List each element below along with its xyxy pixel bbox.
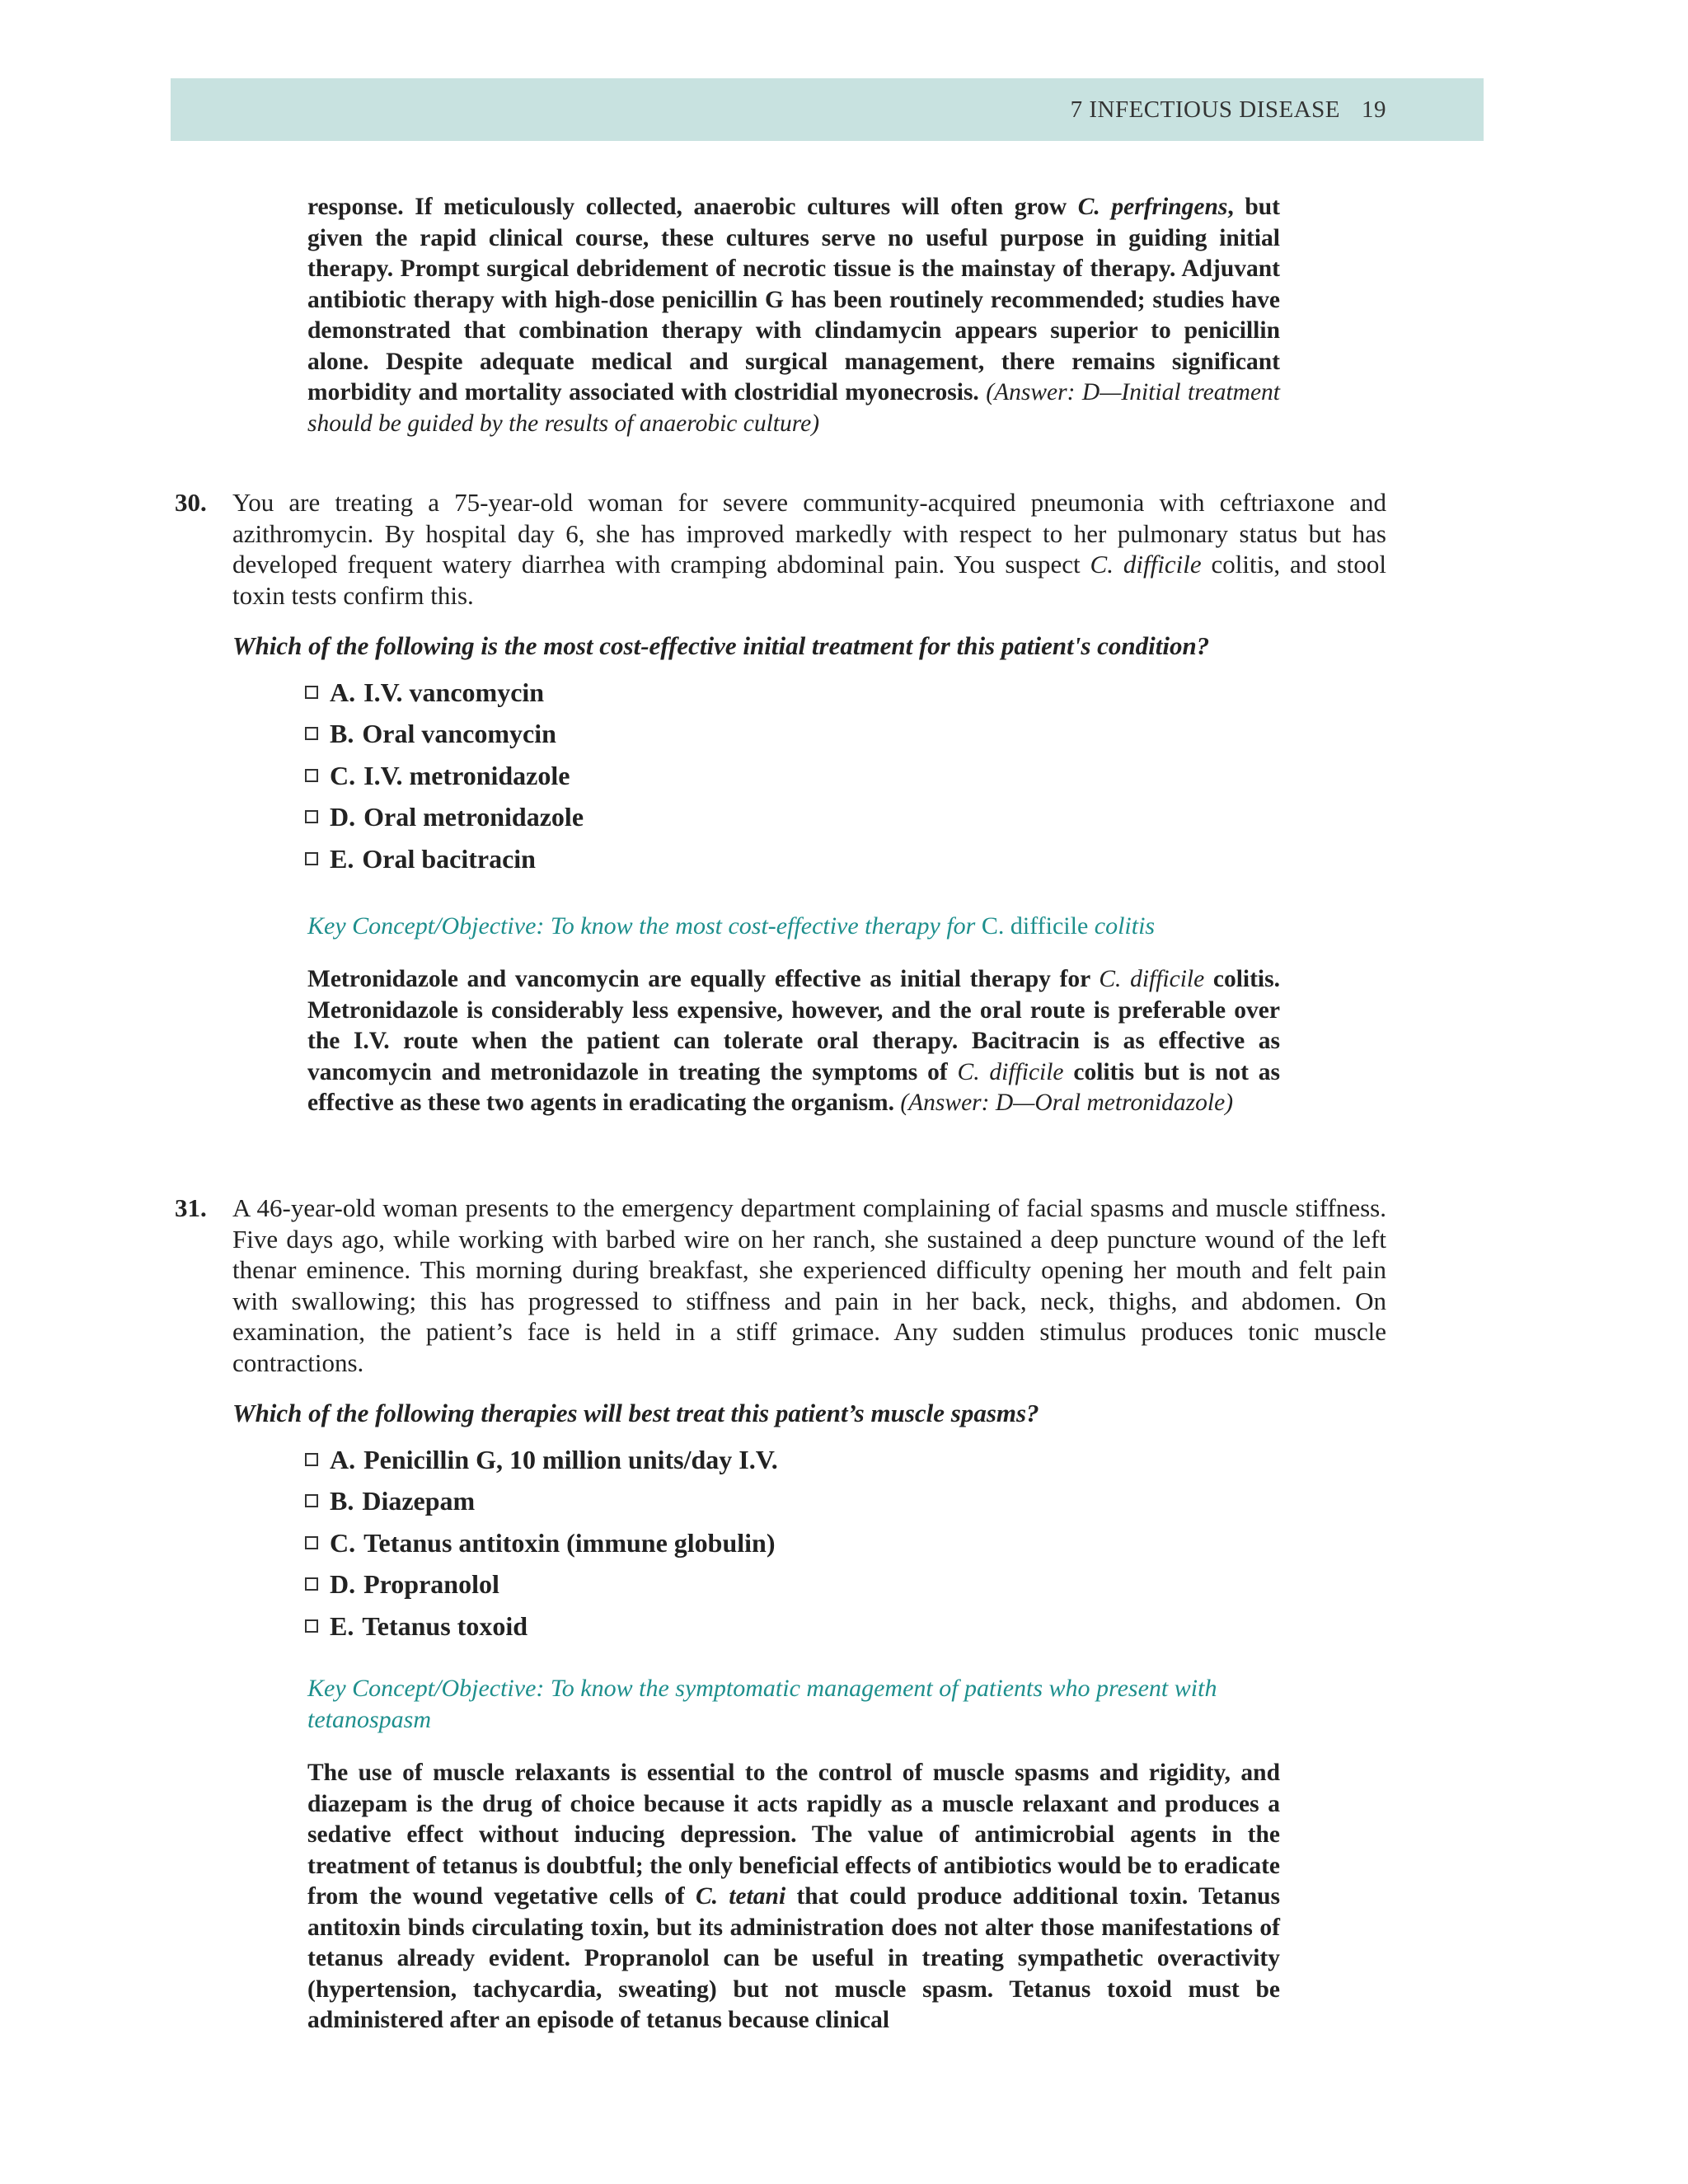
option-letter: E. [330,1610,354,1641]
key-concept-text: colitis [1088,912,1156,940]
question-stem [232,487,1386,611]
option-c[interactable] [305,760,1386,791]
option-e[interactable] [305,843,1386,874]
question-prompt: Which of the following is the most cost-effective initial treatment for this patient's condition? [232,631,1210,660]
running-header-band [171,78,1484,141]
option-a[interactable] [305,677,1386,708]
option-e[interactable] [305,1610,1386,1642]
key-concept-31: Key Concept/Objective: To know the symptomatic management of patients who present with tetanospasm [307,1675,1217,1733]
option-text: I.V. vancomycin [363,677,545,707]
explanation-text: response. If meticulously collected, anaerobic cultures will often grow [307,194,1078,220]
option-text: I.V. metronidazole [363,760,570,790]
question-number: 30. [175,488,207,517]
question-prompt: Which of the following therapies will best treat this patient’s muscle spasms? [232,1399,1039,1427]
question-number: 31. [175,1193,207,1222]
organism-species: difficile [1010,912,1089,940]
explanation-text: that could produce additional toxin. Tetanus antitoxin binds circulating toxin, but its administration does not alter those manifestations of tetanus already evident. Propranolol can be useful in treating sympathetic overactivity (hypertension, tachycardia, sweating) but not muscle spasm. Tetanus toxoid must be administered after an episode of tetanus because clinical [307,1883,1281,2033]
checkbox-icon[interactable] [305,810,318,823]
answer-options [305,677,1386,874]
checkbox-icon[interactable] [305,1577,318,1591]
explanation-text: colitis but is not as effective as these two agents in eradicating the organism. [307,1058,1280,1116]
option-letter: B. [330,1486,354,1516]
option-text: Tetanus antitoxin (immune globulin) [363,1527,776,1558]
option-letter: D. [330,802,356,832]
option-letter: B. [330,719,354,748]
option-text: Oral metronidazole [363,802,584,832]
option-a[interactable] [305,1444,1386,1475]
checkbox-icon[interactable] [305,1494,318,1507]
option-text: Propranolol [363,1569,499,1599]
option-c[interactable] [305,1527,1386,1558]
option-letter: D. [330,1569,356,1599]
explanation-text: The use of muscle relaxants is essential to the control of muscle spasms and rigidity, and diazepam is the drug of choice because it acts rapidly as a muscle relaxant and produces a sedative effect without inducing depression. The value of antimicrobial agents in the treatment of tetanus is doubtful; the only beneficial effects of antibiotics would be to eradicate from the wound vegetative cells of [307,1760,1280,1910]
question-30 [175,487,1386,884]
organism-name: C. perfringens [1077,194,1228,220]
answer-note: (Answer: D—Oral metronidazole) [900,1090,1234,1116]
explanation-text: Metronidazole and vancomycin are equally effective as initial therapy for [307,966,1100,992]
explanation-31 [307,1758,1280,2036]
key-concept-text: Key Concept/Objective: To know the most cost-effective therapy for [307,912,982,940]
option-d[interactable] [305,801,1386,832]
stem-text: colitis, and stool toxin tests confirm this. [232,550,1387,610]
stem-text: You are treating a 75-year-old woman for severe community-acquired pneumonia with ceftriaxone and azithromycin. By hospital day 6, she has improved markedly with respect to her pulmonary status but has developed frequent watery diarrhea with cramping abdominal pain. You suspect [232,488,1386,579]
chapter-title: 7 INFECTIOUS DISEASE [1070,96,1340,123]
checkbox-icon[interactable] [305,769,318,782]
checkbox-icon[interactable] [305,1453,318,1466]
previous-question-explanation [307,192,1280,439]
option-b[interactable] [305,1485,1386,1516]
option-text: Oral vancomycin [362,719,556,748]
question-stem: A 46-year-old woman presents to the emergency department complaining of facial spasms and muscle stiffness. Five days ago, while working with barbed wire on her ranch, she sustained a deep puncture wound of the left thenar eminence. This morning during breakfast, she experienced difficulty opening her mouth and felt pain with swallowing; this has progressed to stiffness and pain in her back, neck, thighs, and abdomen. On examination, the patient’s face is held in a stiff grimace. Any sudden stimulus produces tonic muscle contractions. [232,1193,1386,1377]
checkbox-icon[interactable] [305,727,318,740]
option-text: Diazepam [362,1486,476,1516]
option-text: Penicillin G, 10 million units/day I.V. [363,1444,778,1474]
page-number: 19 [1362,96,1386,123]
option-letter: E. [330,843,354,874]
option-letter: C. [330,1527,356,1558]
checkbox-icon[interactable] [305,686,318,699]
option-b[interactable] [305,718,1386,749]
option-letter: C. [330,760,356,790]
running-head [1071,96,1386,124]
organism-name: C. difficile [1090,550,1202,579]
answer-options [305,1444,1386,1642]
option-letter: A. [330,677,356,707]
question-31 [175,1193,1386,1652]
explanation-30 [307,964,1280,1119]
answer-note: (Answer: D—Initial treatment should be guided by the results of anaerobic culture) [307,379,1280,437]
checkbox-icon[interactable] [305,852,318,865]
organism-name: C. tetani [695,1883,786,1910]
explanation-text: , but given the rapid clinical course, these cultures serve no useful purpose in guiding initial therapy. Prompt surgical debridement of necrotic tissue is the mainstay of therapy. Adjuvant antibiotic therapy with high-dose penicillin G has been routinely recommended; studies have demonstrated that combination therapy with clindamycin appears superior to penicillin alone. Despite adequate medical and surgical management, there remains significant morbidity and mortality associated with clostridial myonecrosis. [307,194,1280,405]
checkbox-icon[interactable] [305,1619,318,1633]
explanation-text: colitis. Metronidazole is considerably less expensive, however, and the oral route is preferable over the I.V. route when the patient can tolerate oral therapy. Bacitracin is as effective as vancomycin and metronidazole in treating the symptoms of [307,966,1280,1085]
organism-abbrev: C. [981,912,1005,940]
option-text: Oral bacitracin [362,843,536,874]
option-d[interactable] [305,1568,1386,1600]
option-text: Tetanus toxoid [362,1610,528,1641]
checkbox-icon[interactable] [305,1536,318,1549]
organism-name: C. difficile [957,1058,1064,1085]
key-concept-30 [307,911,1296,942]
option-letter: A. [330,1444,356,1474]
organism-name: C. difficile [1099,966,1205,992]
